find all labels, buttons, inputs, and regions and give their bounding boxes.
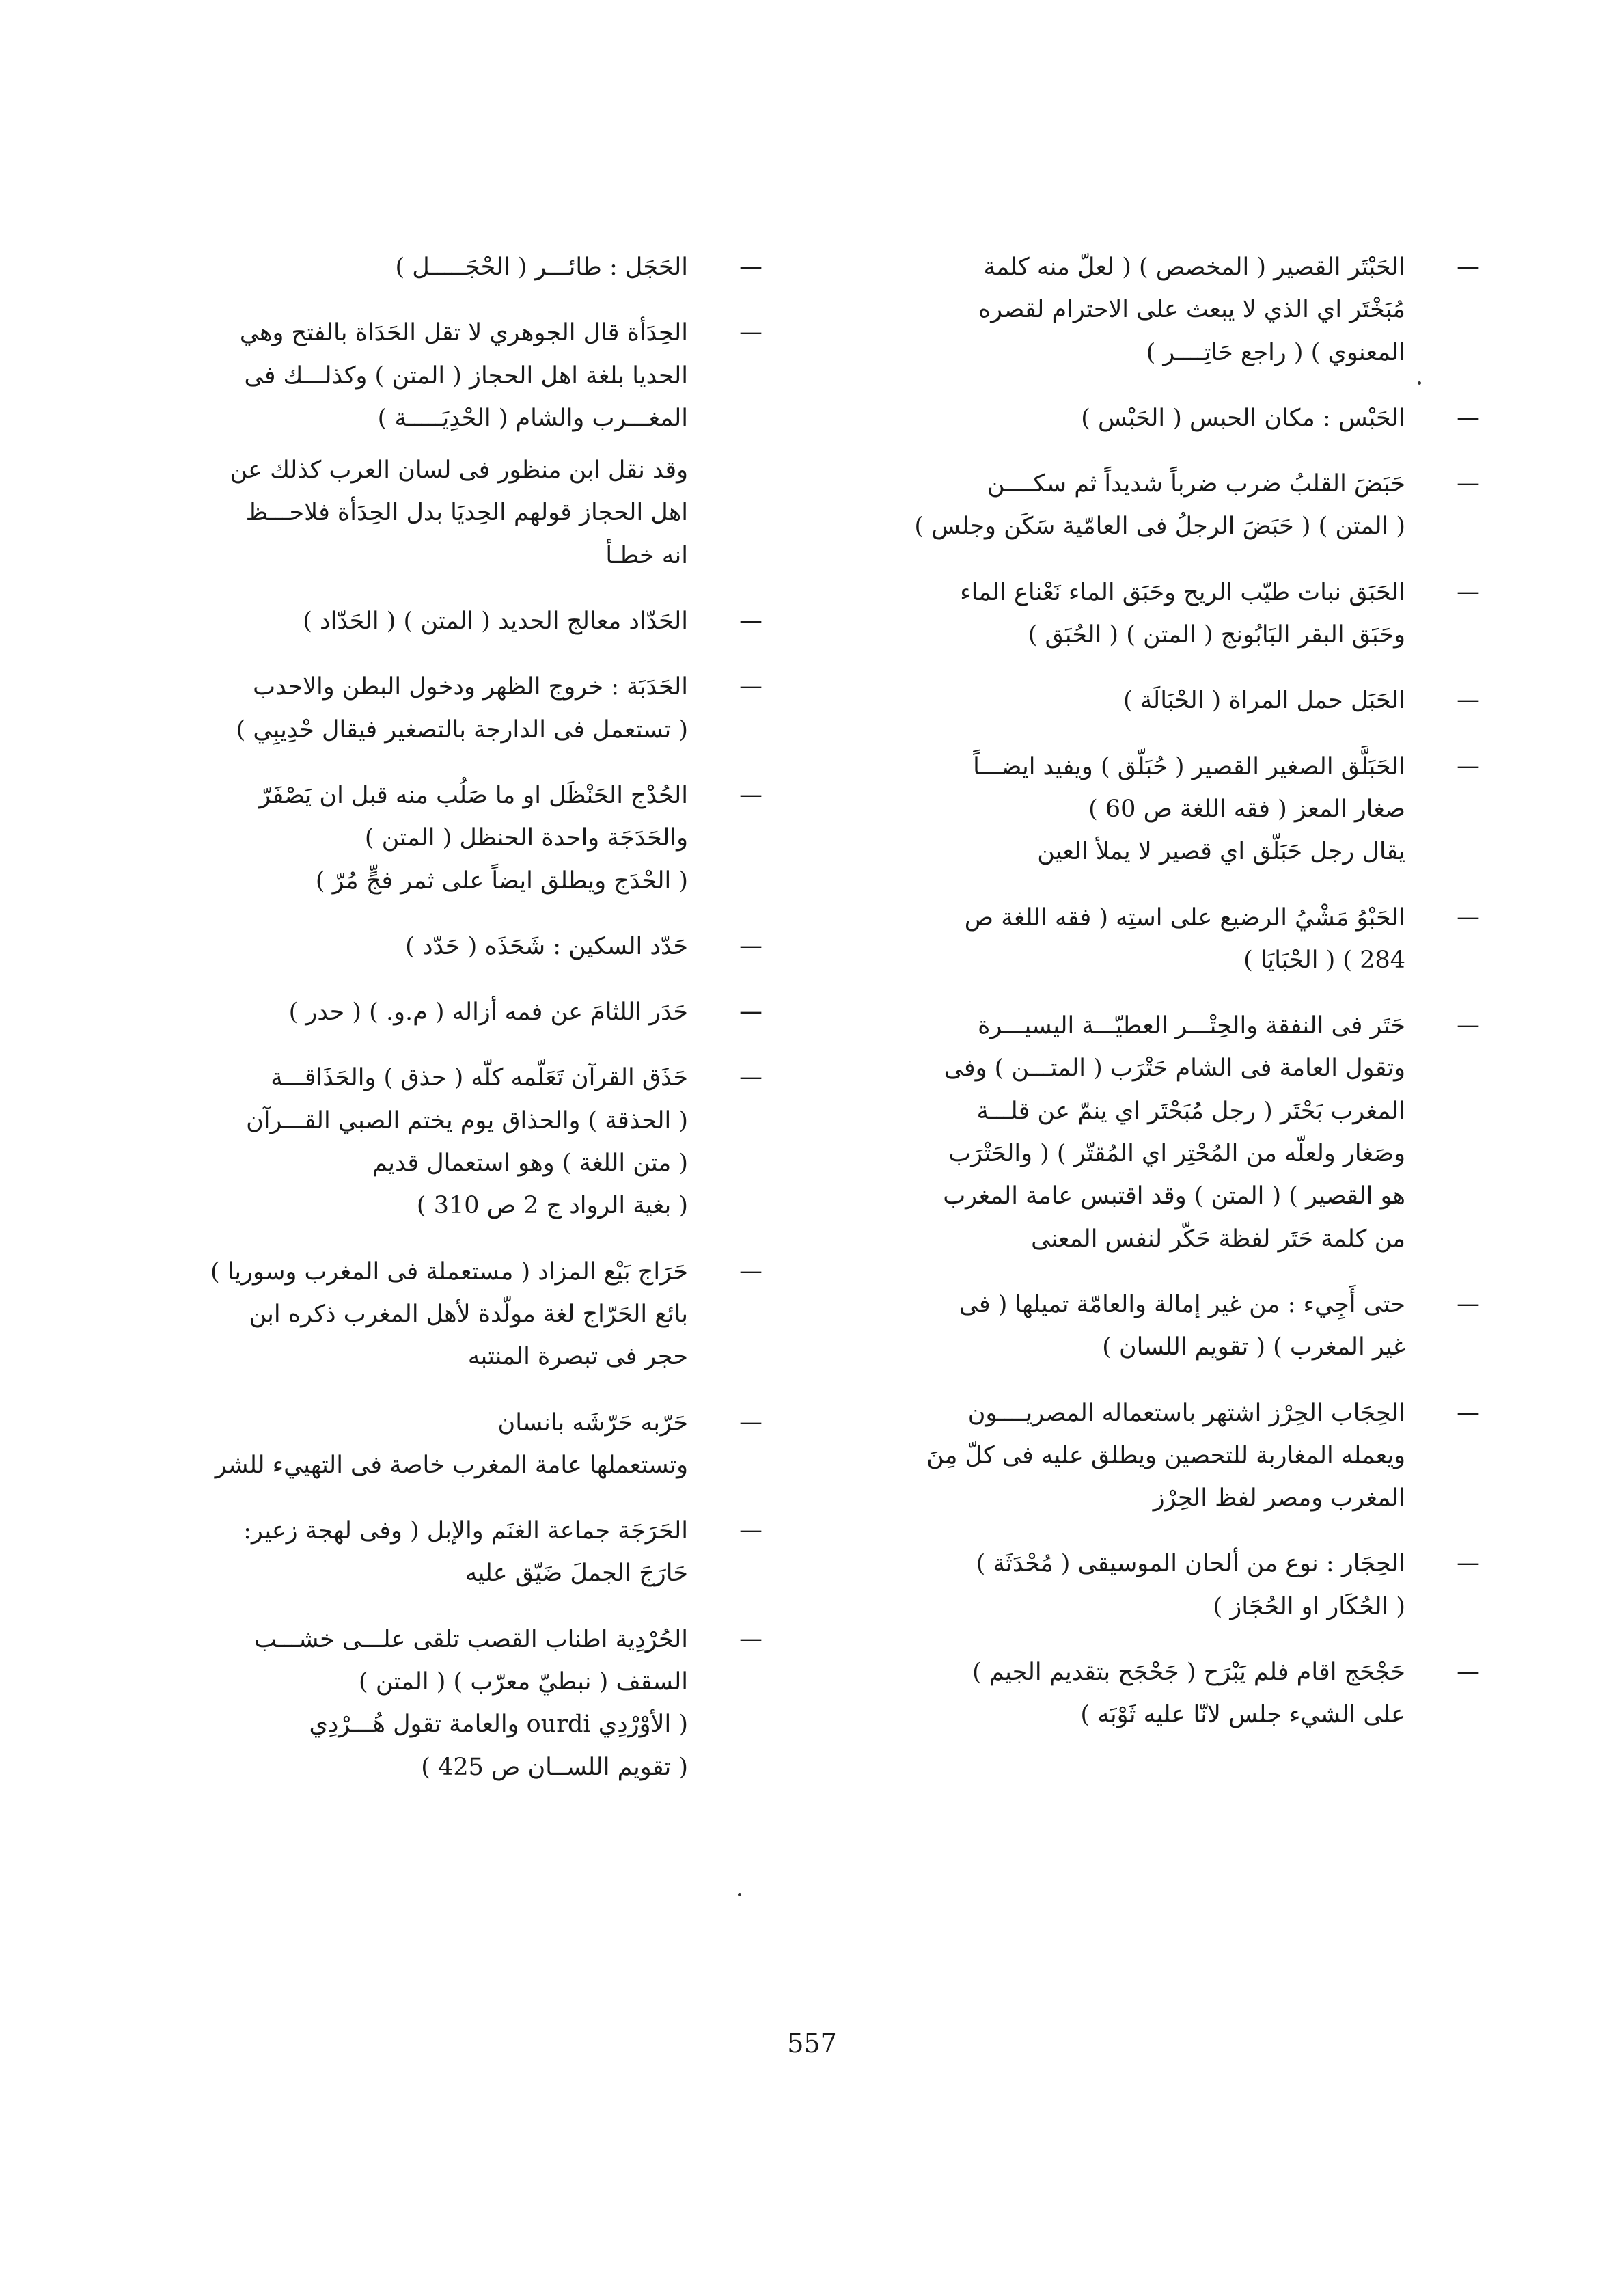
entry-line: مُبَخْتَر اي الذي لا يبعث على الاحترام لقصره xyxy=(978,296,1405,324)
dictionary-entry xyxy=(128,1057,770,1227)
entry-line: الحِدَأة قال الجوهري لا تقل الحَدَاة بالفتح وهي xyxy=(239,319,688,347)
dictionary-entry xyxy=(128,600,770,642)
entry-line: الحِجَاب الحِرْز اشتهر باستعماله المصريــــون xyxy=(967,1399,1405,1427)
entry-line: اهل الحجاز قولهم الحِديَا بدل الحِدَأة فلاحـــظ xyxy=(245,499,688,527)
entry-dash: — xyxy=(739,1624,762,1653)
entry-line: ( الحْدَج ويطلق ايضاً على ثمر فجٍّ مُرّ ) xyxy=(315,867,688,895)
entry-line: حَدَر اللثامَ عن فمه أزاله ( م.و. ) ( حدر ) xyxy=(288,998,688,1027)
entry-line: الحَدّاد معالج الحديد ( المتن ) ( الحَدّاد ) xyxy=(303,608,688,636)
dictionary-entry xyxy=(128,925,770,968)
entry-dash: — xyxy=(1457,470,1480,498)
entry-dash: — xyxy=(739,607,762,635)
entry-dash: — xyxy=(1457,1011,1480,1039)
dictionary-entry xyxy=(859,1283,1487,1369)
dictionary-entry xyxy=(128,449,770,577)
dictionary-entry xyxy=(859,397,1487,439)
entry-line: الحَبَل حمل المراة ( الحْبَالَة ) xyxy=(1123,687,1405,715)
entry-line: الحَبْوُ مَشْيُ الرضيع على استِه ( فقه اللغة ص xyxy=(964,903,1405,932)
entry-line: حتى أَجِيء : من غير إمالة والعامّة تميلها ( فى xyxy=(959,1290,1405,1318)
entry-line: الحُرْدِية اطناب القصب تلقى علـــى خشـــب xyxy=(253,1625,688,1653)
dictionary-entry xyxy=(859,1651,1487,1737)
entry-line: حَذَق القرآن تَعَلّمه كلّه ( حذق ) والحَذَاقـــة xyxy=(271,1064,688,1092)
dictionary-entry xyxy=(859,679,1487,722)
entry-dash: — xyxy=(739,253,762,280)
entry-line: وصَغار ولعلّه من المُحْتِر اي المُقتّر ) ( والحَتْرَب xyxy=(948,1140,1405,1168)
entry-line: بائع الحَرّاج لغة مولّدة لأهل المغرب ذكره ابن xyxy=(249,1300,688,1328)
entry-line: الحديا بلغة اهل الحجاز ( المتن ) وكذلـــك فى xyxy=(244,362,688,390)
entry-line: والحَدَجَة واحدة الحنظل ( المتن ) xyxy=(364,824,688,852)
entry-line: ( الحُكَار او الحُجَاز ) xyxy=(1213,1592,1405,1620)
dictionary-entry xyxy=(128,246,770,288)
entry-line: 284 ) ( الحْبَايَا ) xyxy=(1243,946,1405,974)
dictionary-entry xyxy=(859,463,1487,548)
entry-line: حَرّبه حَرّشَه بانسان xyxy=(497,1409,688,1437)
entry-line: حجر فى تبصرة المنتبه xyxy=(467,1343,688,1371)
entry-line: وتستعملها عامة المغرب خاصة فى التهييء للشر xyxy=(215,1451,688,1479)
entry-line: من كلمة حَتَر لفظة حَكّر لنفس المعنى xyxy=(1031,1225,1405,1253)
entry-line: المغرب ومصر لفظ الحِرْز xyxy=(1153,1484,1405,1512)
entry-line: ( تستعمل فى الدارجة بالتصغير فيقال حْدِيبِي ) xyxy=(236,716,688,744)
entry-line: الحَبَق نبات طيّب الريح وحَبَق الماء نَعْناع الماء xyxy=(960,578,1405,606)
entry-line: ( الحذقة ) والحذاق يوم يختم الصبي القـــرآن xyxy=(246,1106,688,1134)
entry-dash: — xyxy=(739,1257,762,1285)
dictionary-entry xyxy=(128,666,770,751)
entry-dash: — xyxy=(739,780,762,808)
entry-line: ويعمله المغاربة للتحصين ويطلق عليه فى كلّ مِنَ xyxy=(926,1441,1405,1469)
entry-line: السقف ( نبطيّ معرّب ) ( المتن ) xyxy=(359,1668,688,1696)
entry-line: الحَبَلَّق الصغير القصير ( حُبَلّق ) ويفيد ايضـــاً xyxy=(973,752,1405,780)
entry-line: حَدّد السكين : شَحَذَه ( حَدّد ) xyxy=(405,932,688,960)
entry-line: الحَبْس : مكان الحبس ( الحَبْس ) xyxy=(1081,404,1405,432)
entry-dash: — xyxy=(1457,1658,1480,1686)
entry-line: ( الأوْرْدِي ourdi والعامة تقول هُـــرْدِي xyxy=(309,1711,688,1739)
entry-line: وتقول العامة فى الشام حَتْرَب ( المتـــن ) وفى xyxy=(944,1055,1405,1083)
entry-line: صغار المعز ( فقه اللغة ص 60 ) xyxy=(1088,795,1405,823)
entry-line: وقد نقل ابن منظور فى لسان العرب كذلك عن xyxy=(230,457,688,485)
dictionary-entry xyxy=(859,1392,1487,1520)
entry-line: حَجْحَج اقام فلم يَبْرَح ( جَحْجَح بتقديم الجيم ) xyxy=(972,1659,1405,1687)
entry-dash: — xyxy=(1457,752,1480,780)
page-number: 557 xyxy=(787,2028,837,2058)
entry-dash: — xyxy=(739,1408,762,1436)
dictionary-entry xyxy=(859,746,1487,873)
entry-line: الحَجَل : طائـــر ( الحْجَـــــل ) xyxy=(395,254,688,281)
entry-dash: — xyxy=(1457,1290,1480,1318)
entry-line: الحِجَار : نوع من ألحان الموسيقى ( مُحْدَثَة ) xyxy=(976,1550,1405,1578)
entry-line: ( تقويم اللســان ص 425 ) xyxy=(421,1753,688,1781)
entry-line: الحَدَبَة : خروج الظهر ودخول البطن والاحدب xyxy=(253,673,688,701)
dictionary-entry xyxy=(859,897,1487,982)
entry-dash: — xyxy=(1457,253,1480,280)
entry-line: هو القصير ) ( المتن ) وقد اقتبس عامة المغرب xyxy=(943,1182,1405,1210)
entry-line: حَارَجَ الجملَ ضَيّق عليه xyxy=(465,1560,688,1588)
entry-line: الحُدْج الحَنْظَل او ما صَلُب منه قبل ان يَصْفَرّ xyxy=(259,781,688,809)
entry-dash: — xyxy=(739,1063,762,1091)
dictionary-entry xyxy=(859,571,1487,657)
dictionary-entry xyxy=(859,1542,1487,1628)
entry-dash: — xyxy=(739,998,762,1026)
dictionary-entry xyxy=(128,1618,770,1789)
entry-line: ( المتن ) ( حَبَضَ الرجلُ فى العامّية سَكَن وجلس ) xyxy=(914,513,1405,541)
entry-line: حَرَاج بَيْع المزاد ( مستعملة فى المغرب وسوريا ) xyxy=(210,1257,688,1286)
entry-line: المعنوي ) ( راجع حَاتِــــر ) xyxy=(1146,338,1405,366)
entry-line: ( بغية الرواد ج 2 ص 310 ) xyxy=(416,1192,688,1220)
entry-dash: — xyxy=(1457,903,1480,931)
entry-line: غير المغرب ) ( تقويم اللسان ) xyxy=(1102,1333,1405,1361)
entry-line: المغرب بَحْتَر ( رجل مُبَحْتَر اي ينمّ عن قلـــة xyxy=(976,1097,1405,1125)
dictionary-entry xyxy=(859,246,1487,374)
entry-line: الحَبْتَر القصير ( المخصص ) ( لعلّ منه كلمة xyxy=(983,254,1405,281)
entry-line: الحَرَجَة جماعة الغنَم والإبل ( وفى لهجة زعير: xyxy=(243,1517,688,1545)
scan-speck xyxy=(738,1893,741,1896)
dictionary-entry xyxy=(128,774,770,902)
entry-dash: — xyxy=(1457,1549,1480,1577)
entry-dash: — xyxy=(1457,403,1480,431)
right-column xyxy=(859,246,1487,1760)
dictionary-entry xyxy=(128,1510,770,1595)
entry-dash: — xyxy=(739,672,762,701)
dictionary-entry xyxy=(128,1251,770,1378)
entry-line: انه خطـأ xyxy=(605,541,688,569)
entry-line: وحَبَق البقر البَابُونج ( المتن ) ( الحُبَق ) xyxy=(1028,621,1405,649)
entry-line: ( متن اللغة ) وهو استعمال قديم xyxy=(372,1150,688,1178)
entry-dash: — xyxy=(1457,577,1480,606)
entry-line: على الشيء جلس لانّا عليه ثَوْبَه ) xyxy=(1080,1701,1405,1729)
scan-speck xyxy=(1418,381,1421,385)
entry-dash: — xyxy=(739,932,762,960)
entry-line: حَتَر فى النفقة والحِتْـــر العطيّـــة اليسيـــرة xyxy=(978,1012,1405,1040)
entry-line: حَبَضَ القلبُ ضرب ضرباً شديداً ثم سكــــن xyxy=(987,470,1405,498)
dictionary-entry xyxy=(859,1005,1487,1260)
entry-dash: — xyxy=(739,318,762,346)
dictionary-entry xyxy=(128,991,770,1033)
entry-line: المغـــرب والشام ( الحْدِيَـــــة ) xyxy=(377,404,688,432)
entry-dash: — xyxy=(739,1517,762,1545)
left-column xyxy=(128,246,770,1812)
entry-dash: — xyxy=(1457,1398,1480,1426)
dictionary-entry xyxy=(128,1402,770,1487)
entry-dash: — xyxy=(1457,686,1480,714)
dictionary-entry xyxy=(128,312,770,439)
entry-line: يقال رجل حَبَلّق اي قصير لا يملأ العين xyxy=(1037,838,1405,866)
